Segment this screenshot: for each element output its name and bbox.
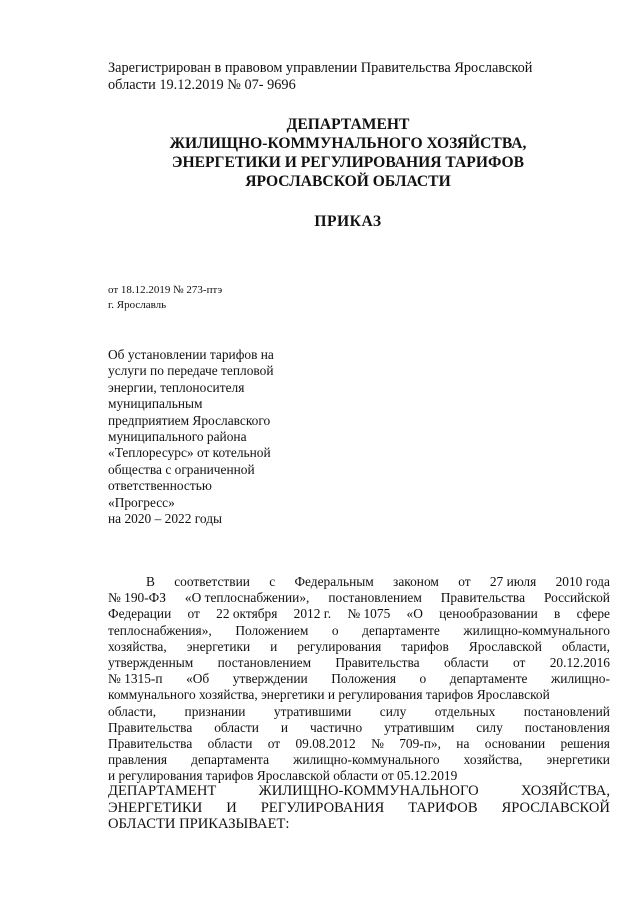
word: РЕГУЛИРОВАНИЯ [260, 799, 385, 816]
word: о [331, 622, 339, 638]
word: утратившим [384, 719, 455, 735]
word: 709-п», [399, 736, 441, 752]
subject-line: общества с ограниченной [108, 461, 255, 477]
resolution-line [108, 783, 610, 800]
body-line [108, 655, 610, 671]
word: от [458, 574, 471, 589]
subject-line: предприятием Ярославского [108, 412, 271, 428]
department-line: ЭНЕРГЕТИКИ И РЕГУЛИРОВАНИЯ ТАРИФОВ [171, 154, 525, 171]
word: ХОЗЯЙСТВА, [520, 783, 610, 799]
word: утвержденным [108, 655, 194, 671]
word: и [280, 719, 289, 735]
word: решения [560, 736, 610, 752]
body-line [108, 590, 610, 606]
word: теплоснабжения», [108, 622, 212, 638]
word: ОБЛАСТИ ПРИКАЗЫВАЕТ: [108, 816, 290, 833]
word: ценообразовании [439, 606, 538, 622]
resolution-line [108, 816, 610, 833]
word: постановлением [328, 590, 422, 606]
department-line: ЯРОСЛАВСКОЙ ОБЛАСТИ [245, 173, 451, 190]
word: «О [406, 606, 423, 622]
word: департамента [191, 752, 270, 768]
subject-line: на 2020 – 2022 годы [108, 511, 223, 527]
word: признании [184, 703, 246, 719]
word: постановления [524, 719, 610, 735]
subject-line: «Теплоресурс» от котельной [108, 445, 271, 461]
word: 09.08.2012 [295, 736, 356, 752]
word: департаменте [449, 671, 528, 687]
word: ЭНЕРГЕТИКИ [108, 799, 203, 816]
word: и [270, 638, 278, 654]
word: Российской [543, 590, 610, 606]
word: законом [393, 574, 439, 589]
word: правления [108, 752, 168, 768]
body-line [108, 704, 610, 720]
order-resolution [108, 783, 610, 833]
word: 22 октября [216, 606, 278, 622]
word: сфере [576, 606, 610, 622]
word: 2012 г. [293, 606, 332, 622]
subject-line: Об установлении тарифов на [108, 347, 274, 362]
word: силу [476, 719, 503, 735]
word: от [187, 606, 200, 622]
word: области, [108, 703, 157, 719]
word: хозяйства, [463, 752, 523, 768]
word: Федерации [108, 606, 172, 622]
word: 27 июля [489, 574, 537, 589]
word: коммунального хозяйства, энергетики и регулирования тарифов Ярославской [108, 687, 550, 703]
word: «Об [186, 671, 210, 687]
body-line [108, 639, 610, 655]
word: ТАРИФОВ [408, 799, 478, 816]
word: отдельных [434, 703, 496, 719]
registration-line-2: области 19.12.2019 № 07- 9696 [108, 77, 296, 93]
word: 20.12.2016 [549, 655, 610, 671]
word: жилищно-коммунального [293, 752, 440, 768]
body-line [108, 736, 610, 752]
word: в [554, 606, 561, 622]
registration-line-1: Зарегистрирован в правовом управлении Правительства Ярославской [108, 60, 533, 76]
word: области [214, 719, 259, 735]
word: основании [484, 736, 546, 752]
word: ЖИЛИЩНО-КОММУНАЛЬНОГО [258, 783, 479, 799]
word: о [419, 671, 427, 687]
word: департаменте [362, 622, 440, 638]
word: 2010 года [555, 574, 610, 589]
word: жилищно-коммунального [463, 622, 610, 638]
word: Правительства [108, 719, 193, 735]
word: Федеральным [294, 574, 374, 589]
word: от [513, 655, 526, 671]
word: частично [309, 719, 363, 735]
word: жилищно- [551, 671, 610, 687]
word: хозяйства, [108, 638, 167, 654]
order-body-paragraph [108, 574, 610, 785]
word: № 190-ФЗ [108, 590, 166, 606]
department-header [108, 115, 588, 191]
word: области [443, 655, 489, 671]
word: области, [561, 638, 610, 654]
word: утверждении [232, 671, 308, 687]
body-line [108, 687, 610, 703]
word: энергетики [186, 638, 251, 654]
word: на [456, 736, 470, 752]
word: постановлений [523, 703, 610, 719]
word: от [267, 736, 281, 752]
body-line [108, 623, 610, 639]
order-city: г. Ярославль [108, 299, 167, 311]
word: ЯРОСЛАВСКОЙ [501, 799, 610, 816]
body-line [108, 720, 610, 736]
word: Правительства [440, 590, 526, 606]
subject-line: муниципального района [108, 429, 247, 445]
word: № 1075 [347, 606, 391, 622]
word: ДЕПАРТАМЕНТ [108, 783, 217, 799]
word: № [371, 736, 384, 752]
subject-line: «Прогресс» [108, 494, 175, 510]
subject-line: энергии, теплоносителя [108, 379, 245, 395]
order-meta [108, 283, 222, 313]
word: Положения [331, 671, 396, 687]
body-line [108, 574, 610, 590]
word: Положением [235, 622, 309, 638]
word: тарифов [401, 638, 449, 654]
word: постановлением [217, 655, 312, 671]
body-line [108, 671, 610, 687]
order-subject [108, 347, 308, 527]
word: области [207, 736, 253, 752]
registration-note [108, 60, 578, 94]
subject-line: ответственностью [108, 478, 212, 494]
department-line: ЖИЛИЩНО-КОММУНАЛЬНОГО ХОЗЯЙСТВА, [169, 135, 527, 152]
word: В [146, 574, 155, 589]
word: утратившими [273, 703, 352, 719]
subject-line: услуги по передаче тепловой [108, 363, 274, 379]
word: соответствии [174, 574, 250, 589]
word: «О теплоснабжении», [184, 590, 310, 606]
word: И [226, 799, 237, 816]
subject-line: муниципальным [108, 396, 203, 412]
word: и регулирования тарифов Ярославской области от 05.12.2019 [108, 768, 458, 784]
department-line: ДЕПАРТАМЕНТ [286, 116, 410, 133]
word: энергетики [546, 752, 610, 768]
order-title: ПРИКАЗ [314, 213, 382, 230]
word: регулирования [297, 638, 382, 654]
order-date-number: от 18.12.2019 № 273-птэ [108, 284, 223, 296]
body-line [108, 606, 610, 622]
word: с [269, 574, 276, 589]
word: № 1315-п [108, 671, 163, 687]
word: Ярославской [468, 638, 542, 654]
body-line [108, 752, 610, 768]
resolution-line [108, 800, 610, 817]
word: Правительства [108, 736, 193, 752]
word: силу [379, 703, 407, 719]
word: Правительства [335, 655, 420, 671]
